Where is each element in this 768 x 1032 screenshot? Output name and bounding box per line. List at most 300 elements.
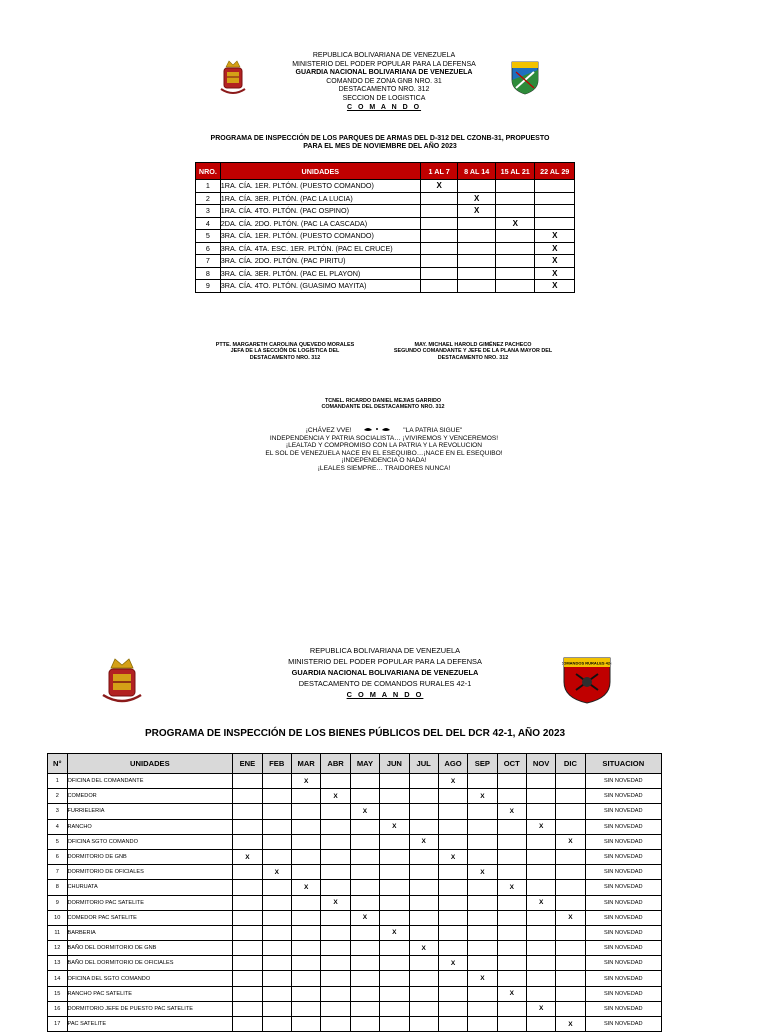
month-mark-cell (497, 956, 526, 971)
month-mark-cell (526, 789, 555, 804)
table-row (48, 819, 662, 834)
unit-name-cell: 3RA. CÍA. 4TO. PLTÓN. (GUASIMO MAYITA) (220, 280, 420, 293)
month-mark-cell (526, 804, 555, 819)
schedule-mark-cell: X (535, 280, 575, 293)
month-mark-cell (262, 819, 291, 834)
public-goods-inspection-table (47, 753, 662, 1032)
row-number-cell: 14 (48, 971, 68, 986)
schedule-mark-cell (496, 255, 535, 268)
month-mark-cell (409, 804, 438, 819)
month-mark-cell (380, 880, 409, 895)
schedule-mark-cell (458, 230, 496, 243)
rural-commands-badge (562, 656, 612, 704)
signature-line: DESTACAMENTO NRO. 312 (249, 354, 321, 361)
month-mark-cell: X (291, 774, 320, 789)
schedule-mark-cell (420, 217, 458, 230)
month-mark-cell (321, 834, 350, 849)
column-header: OCT (497, 754, 526, 774)
month-mark-cell (556, 849, 585, 864)
schedule-mark-cell (420, 242, 458, 255)
table-row (196, 217, 575, 230)
month-mark-cell (321, 819, 350, 834)
schedule-mark-cell: X (496, 217, 535, 230)
month-mark-cell (233, 971, 262, 986)
month-mark-cell (409, 789, 438, 804)
month-mark-cell (438, 925, 467, 940)
month-mark-cell (321, 1017, 350, 1032)
month-mark-cell (321, 849, 350, 864)
row-number-cell: 17 (48, 1017, 68, 1032)
status-cell: SIN NOVEDAD (585, 895, 661, 910)
schedule-mark-cell (458, 280, 496, 293)
schedule-mark-cell (420, 230, 458, 243)
month-mark-cell (497, 789, 526, 804)
row-number-cell: 5 (196, 230, 221, 243)
unit-name-cell: 2DA. CÍA. 2DO. PLTÓN. (PAC LA CASCADA) (220, 217, 420, 230)
status-cell: SIN NOVEDAD (585, 986, 661, 1001)
month-mark-cell (350, 880, 379, 895)
chavez-eyes-icon (363, 426, 391, 435)
schedule-mark-cell (496, 267, 535, 280)
month-mark-cell (556, 895, 585, 910)
month-mark-cell (321, 956, 350, 971)
month-mark-cell (380, 895, 409, 910)
month-mark-cell (350, 971, 379, 986)
signature-line: COMANDANTE DEL DESTACAMENTO NRO. 312 (321, 404, 445, 411)
month-mark-cell (321, 910, 350, 925)
month-mark-cell: X (321, 895, 350, 910)
schedule-mark-cell (458, 180, 496, 193)
table-row (196, 205, 575, 218)
month-mark-cell (262, 956, 291, 971)
month-mark-cell (350, 956, 379, 971)
column-header: ABR (321, 754, 350, 774)
month-mark-cell (409, 865, 438, 880)
column-header: FEB (262, 754, 291, 774)
schedule-mark-cell: X (458, 192, 496, 205)
month-mark-cell (409, 910, 438, 925)
row-number-cell: 11 (48, 925, 68, 940)
month-mark-cell (321, 1001, 350, 1016)
month-mark-cell (291, 804, 320, 819)
month-mark-cell (438, 910, 467, 925)
table-row (196, 255, 575, 268)
month-mark-cell: X (350, 910, 379, 925)
month-mark-cell (291, 1001, 320, 1016)
schedule-mark-cell (496, 180, 535, 193)
month-mark-cell (233, 956, 262, 971)
unit-name-cell: PAC SATELITE (67, 1017, 233, 1032)
row-number-cell: 6 (196, 242, 221, 255)
column-header: UNIDADES (220, 163, 420, 180)
month-mark-cell (468, 941, 497, 956)
month-mark-cell (409, 1001, 438, 1016)
schedule-mark-cell (535, 217, 575, 230)
month-mark-cell (380, 865, 409, 880)
month-mark-cell (233, 1001, 262, 1016)
month-mark-cell (556, 956, 585, 971)
month-mark-cell (526, 865, 555, 880)
month-mark-cell: X (380, 819, 409, 834)
month-mark-cell (497, 849, 526, 864)
month-mark-cell (438, 1017, 467, 1032)
signature-left (185, 342, 385, 361)
month-mark-cell (438, 804, 467, 819)
month-mark-cell (497, 971, 526, 986)
month-mark-cell (556, 925, 585, 940)
month-mark-cell (409, 895, 438, 910)
title-line: PROGRAMA DE INSPECCIÓN DE LOS PARQUES DE ARMAS DEL D-312 DEL CZONB-31, PROPUESTO (210, 135, 550, 142)
table-row (196, 180, 575, 193)
unit-name-cell: 3RA. CÍA. 2DO. PLTÓN. (PAC PIRITU) (220, 255, 420, 268)
motto-first-line (234, 426, 534, 435)
header-line: SECCION DE LOGISTICA (342, 94, 426, 102)
month-mark-cell (409, 971, 438, 986)
month-mark-cell (262, 804, 291, 819)
table-row (196, 242, 575, 255)
month-mark-cell (233, 819, 262, 834)
unit-name-cell: 1RA. CÍA. 4TO. PLTÓN. (PAC OSPINO) (220, 205, 420, 218)
column-header: 15 AL 21 (496, 163, 535, 180)
month-mark-cell (409, 925, 438, 940)
month-mark-cell (262, 910, 291, 925)
month-mark-cell (468, 849, 497, 864)
status-cell: SIN NOVEDAD (585, 849, 661, 864)
table-row (48, 986, 662, 1001)
header-line: MINISTERIO DEL PODER POPULAR PARA LA DEFENSA (292, 60, 476, 68)
schedule-mark-cell (496, 242, 535, 255)
month-mark-cell: X (556, 1017, 585, 1032)
month-mark-cell (438, 941, 467, 956)
weapons-park-inspection-table (195, 162, 575, 293)
column-header: 8 AL 14 (458, 163, 496, 180)
schedule-mark-cell (458, 242, 496, 255)
status-cell: SIN NOVEDAD (585, 1001, 661, 1016)
month-mark-cell: X (526, 895, 555, 910)
row-number-cell: 13 (48, 956, 68, 971)
month-mark-cell (438, 789, 467, 804)
row-number-cell: 7 (196, 255, 221, 268)
month-mark-cell (291, 849, 320, 864)
month-mark-cell (233, 865, 262, 880)
month-mark-cell: X (556, 910, 585, 925)
table-row (48, 941, 662, 956)
month-mark-cell (497, 910, 526, 925)
schedule-mark-cell (458, 217, 496, 230)
status-cell: SIN NOVEDAD (585, 789, 661, 804)
schedule-mark-cell (458, 267, 496, 280)
month-mark-cell (291, 910, 320, 925)
column-header: ENE (233, 754, 262, 774)
column-header: UNIDADES (67, 754, 233, 774)
row-number-cell: 5 (48, 834, 68, 849)
row-number-cell: 10 (48, 910, 68, 925)
top-program-title (180, 135, 580, 151)
month-mark-cell (262, 895, 291, 910)
month-mark-cell: X (291, 880, 320, 895)
month-mark-cell (497, 895, 526, 910)
motto-line: INDEPENDENCIA Y PATRIA SOCIALISTA… ¡VIVIREMOS Y VENCEREMOS! (269, 434, 499, 442)
month-mark-cell (556, 880, 585, 895)
month-mark-cell (438, 819, 467, 834)
month-mark-cell: X (438, 774, 467, 789)
month-mark-cell (350, 789, 379, 804)
month-mark-cell (291, 956, 320, 971)
month-mark-cell (526, 956, 555, 971)
month-mark-cell (468, 1017, 497, 1032)
signature-line: MAY. MICHAEL HAROLD GIMÉNEZ PACHECO (414, 342, 532, 348)
table-row (196, 230, 575, 243)
month-mark-cell (497, 1001, 526, 1016)
month-mark-cell (468, 774, 497, 789)
month-mark-cell (380, 789, 409, 804)
bottom-header-block (220, 645, 550, 700)
month-mark-cell: X (380, 925, 409, 940)
month-mark-cell: X (438, 849, 467, 864)
month-mark-cell (262, 834, 291, 849)
month-mark-cell: X (468, 865, 497, 880)
table-row (48, 865, 662, 880)
month-mark-cell (233, 880, 262, 895)
month-mark-cell (350, 1017, 379, 1032)
schedule-mark-cell (496, 205, 535, 218)
month-mark-cell (291, 895, 320, 910)
month-mark-cell (321, 865, 350, 880)
month-mark-cell (438, 865, 467, 880)
column-header: 22 AL 29 (535, 163, 575, 180)
month-mark-cell (321, 925, 350, 940)
month-mark-cell (321, 804, 350, 819)
header-line: REPUBLICA BOLIVARIANA DE VENEZUELA (309, 646, 461, 655)
column-header: AGO (438, 754, 467, 774)
zone-shield-emblem (510, 60, 540, 95)
month-mark-cell (497, 834, 526, 849)
month-mark-cell (350, 849, 379, 864)
month-mark-cell (409, 1017, 438, 1032)
row-number-cell: 9 (48, 895, 68, 910)
month-mark-cell (556, 819, 585, 834)
month-mark-cell (468, 819, 497, 834)
month-mark-cell (526, 941, 555, 956)
month-mark-cell (409, 819, 438, 834)
month-mark-cell: X (468, 971, 497, 986)
schedule-mark-cell: X (535, 267, 575, 280)
month-mark-cell (497, 865, 526, 880)
unit-name-cell: COMEDOR PAC SATELITE (67, 910, 233, 925)
table-row (48, 789, 662, 804)
schedule-mark-cell (458, 255, 496, 268)
motto-chavez: ¡CHÁVEZ VVE! (305, 427, 352, 434)
signature-right (373, 342, 573, 361)
signature-line: SEGUNDO COMANDANTE Y JEFE DE LA PLANA MAYOR DEL (393, 348, 553, 355)
month-mark-cell (262, 774, 291, 789)
month-mark-cell (468, 956, 497, 971)
month-mark-cell (291, 819, 320, 834)
month-mark-cell: X (468, 789, 497, 804)
month-mark-cell (262, 849, 291, 864)
unit-name-cell: 3RA. CÍA. 4TA. ESC. 1ER. PLTÓN. (PAC EL CRUCE) (220, 242, 420, 255)
month-mark-cell (556, 941, 585, 956)
month-mark-cell (291, 986, 320, 1001)
month-mark-cell (291, 865, 320, 880)
row-number-cell: 8 (196, 267, 221, 280)
table-row (48, 910, 662, 925)
header-line: GUARDIA NACIONAL BOLIVARIANA DE VENEZUELA (291, 668, 479, 677)
motto-patria-sigue: "LA PATRIA SIGUE" (403, 427, 463, 434)
month-mark-cell (233, 789, 262, 804)
month-mark-cell (526, 986, 555, 1001)
month-mark-cell (291, 1017, 320, 1032)
row-number-cell: 2 (196, 192, 221, 205)
table-row (48, 880, 662, 895)
month-mark-cell (291, 971, 320, 986)
unit-name-cell: COMEDOR (67, 789, 233, 804)
month-mark-cell (526, 1017, 555, 1032)
month-mark-cell (350, 1001, 379, 1016)
header-line: DESTACAMENTO DE COMANDOS RURALES 42-1 (298, 679, 472, 688)
mottos-block (234, 426, 534, 473)
month-mark-cell (556, 971, 585, 986)
row-number-cell: 4 (196, 217, 221, 230)
month-mark-cell (380, 971, 409, 986)
month-mark-cell (468, 804, 497, 819)
table-row (48, 925, 662, 940)
month-mark-cell: X (526, 1001, 555, 1016)
schedule-mark-cell: X (458, 205, 496, 218)
schedule-mark-cell (420, 192, 458, 205)
schedule-mark-cell: X (535, 230, 575, 243)
month-mark-cell (291, 941, 320, 956)
schedule-mark-cell (535, 180, 575, 193)
column-header: JUL (409, 754, 438, 774)
month-mark-cell (233, 774, 262, 789)
unit-name-cell: DORMITORIO PAC SATELITE (67, 895, 233, 910)
month-mark-cell (438, 834, 467, 849)
month-mark-cell (526, 880, 555, 895)
row-number-cell: 6 (48, 849, 68, 864)
table-row (48, 834, 662, 849)
month-mark-cell (468, 986, 497, 1001)
schedule-mark-cell (420, 280, 458, 293)
schedule-mark-cell (496, 192, 535, 205)
month-mark-cell (321, 774, 350, 789)
table-row (48, 956, 662, 971)
column-header: 1 AL 7 (420, 163, 458, 180)
month-mark-cell (380, 804, 409, 819)
status-cell: SIN NOVEDAD (585, 804, 661, 819)
column-header: DIC (556, 754, 585, 774)
status-cell: SIN NOVEDAD (585, 910, 661, 925)
row-number-cell: 16 (48, 1001, 68, 1016)
table-row (196, 267, 575, 280)
month-mark-cell (526, 834, 555, 849)
row-number-cell: 8 (48, 880, 68, 895)
month-mark-cell (233, 834, 262, 849)
month-mark-cell (380, 910, 409, 925)
month-mark-cell (350, 774, 379, 789)
table-row (48, 971, 662, 986)
unit-name-cell: OFICINA SGTO COMANDO (67, 834, 233, 849)
month-mark-cell (409, 956, 438, 971)
month-mark-cell (262, 1017, 291, 1032)
month-mark-cell (556, 1001, 585, 1016)
column-header: NOV (526, 754, 555, 774)
table-row (48, 1017, 662, 1032)
unit-name-cell: BAÑO DEL DORMITORIO DE GNB (67, 941, 233, 956)
comando-label: C O M A N D O (346, 690, 424, 699)
month-mark-cell (468, 1001, 497, 1016)
month-mark-cell (291, 789, 320, 804)
month-mark-cell (556, 804, 585, 819)
month-mark-cell (233, 1017, 262, 1032)
month-mark-cell (262, 880, 291, 895)
header-line: DESTACAMENTO NRO. 312 (338, 86, 430, 94)
month-mark-cell (262, 986, 291, 1001)
column-header: JUN (380, 754, 409, 774)
column-header: SITUACION (585, 754, 661, 774)
schedule-mark-cell (420, 205, 458, 218)
status-cell: SIN NOVEDAD (585, 925, 661, 940)
schedule-mark-cell: X (420, 180, 458, 193)
month-mark-cell (409, 880, 438, 895)
month-mark-cell (291, 925, 320, 940)
unit-name-cell: FURRIELERIA (67, 804, 233, 819)
schedule-mark-cell: X (535, 242, 575, 255)
month-mark-cell: X (526, 819, 555, 834)
month-mark-cell (350, 834, 379, 849)
motto-line: ¡LEALES SIEMPRE… TRAIDORES NUNCA! (317, 464, 451, 472)
month-mark-cell (350, 895, 379, 910)
month-mark-cell (497, 941, 526, 956)
month-mark-cell (350, 819, 379, 834)
unit-name-cell: DORMITORIO DE OFICIALES (67, 865, 233, 880)
table-row (48, 849, 662, 864)
top-header-block (234, 52, 534, 112)
month-mark-cell (321, 941, 350, 956)
month-mark-cell (409, 849, 438, 864)
status-cell: SIN NOVEDAD (585, 865, 661, 880)
month-mark-cell (350, 925, 379, 940)
status-cell: SIN NOVEDAD (585, 819, 661, 834)
month-mark-cell (438, 895, 467, 910)
column-header: NRO. (196, 163, 221, 180)
month-mark-cell: X (262, 865, 291, 880)
month-mark-cell (497, 1017, 526, 1032)
unit-name-cell: OFICINA DEL SGTO COMANDO (67, 971, 233, 986)
month-mark-cell (526, 910, 555, 925)
column-header: MAY (350, 754, 379, 774)
unit-name-cell: RANCHO (67, 819, 233, 834)
month-mark-cell (497, 774, 526, 789)
row-number-cell: 1 (48, 774, 68, 789)
month-mark-cell (380, 834, 409, 849)
month-mark-cell (438, 971, 467, 986)
month-mark-cell (350, 941, 379, 956)
month-mark-cell (350, 865, 379, 880)
month-mark-cell (409, 774, 438, 789)
signature-line: TCNEL. RICARDO DANIEL MEJIAS GARRIDO (324, 398, 442, 404)
month-mark-cell (380, 849, 409, 864)
month-mark-cell (409, 986, 438, 1001)
month-mark-cell: X (497, 880, 526, 895)
row-number-cell: 3 (196, 205, 221, 218)
month-mark-cell (262, 1001, 291, 1016)
month-mark-cell: X (497, 986, 526, 1001)
status-cell: SIN NOVEDAD (585, 941, 661, 956)
month-mark-cell (526, 925, 555, 940)
unit-name-cell: BAÑO DEL DORMITORIO DE OFICIALES (67, 956, 233, 971)
month-mark-cell (497, 819, 526, 834)
